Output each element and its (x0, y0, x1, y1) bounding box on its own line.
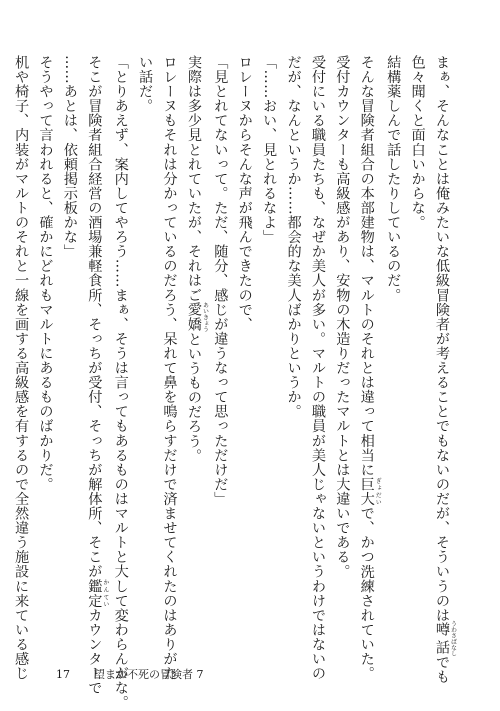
text-segment: そこが冒険者組合経営の酒場兼軽食所、そっちが受付、そっちが解体所、そこが (86, 55, 103, 579)
furigana-word (185, 302, 209, 333)
text-line: ……あとは、依頼掲示板かな」 (61, 55, 78, 259)
text-segment: というものだろう。 (185, 331, 202, 463)
furigana-word (434, 620, 457, 657)
ruby-base: 鑑定 (86, 578, 103, 608)
ruby-base: 愛嬌 (185, 302, 202, 333)
page-footer (56, 666, 204, 682)
text-segment: カウンターで (86, 607, 103, 696)
text-line: 結構薬しんで話したりしているのだ。 (385, 55, 402, 303)
text-line: そうやって言われると、確かにどれもマルトにあるものばかりだ。 (37, 55, 54, 492)
text-line: い話だ。 (137, 55, 154, 114)
ruby-reading: ぎょだい (374, 476, 382, 507)
ruby-reading: うわさばなし (449, 620, 457, 657)
text-segment: 実際は多少見とれていたが、それはご (185, 55, 202, 303)
text-line (182, 55, 208, 615)
text-line: だが、なんというか……都会的な美人ばかりというか。 (285, 55, 302, 419)
book-title: 望まぬ不死の冒険者 7 (94, 668, 204, 681)
ruby-reading: あいきょう (201, 302, 209, 333)
furigana-word (358, 476, 382, 507)
text-segment: でも (434, 655, 450, 685)
text-line: 受付カウンターも高級感があり、安物の木造りだったマルトとは大違いである。 (334, 55, 351, 579)
text-line: 「とりあえず、案内してやろう……まぁ、そうは言ってもあるものはマルトと大して変わらんがな。 (112, 55, 129, 710)
text-line: 「見とれてないって。ただ、随分、感じが違うなって思っただけだ」 (212, 55, 229, 507)
ruby-base: 噂話 (434, 620, 450, 657)
ruby-reading: かんてい (101, 578, 109, 608)
text-line: ロレーヌもそれは分かっているのだろう、呆れて鼻を鳴らすだけで済ませてくれたのはありがた (161, 55, 178, 681)
ruby-base: 巨大 (358, 476, 375, 507)
text-line: 受付にいる職員たちも、なぜか美人が多い。マルトの職員が美人じゃないというわけではないの (309, 55, 326, 681)
text-line: ロレーヌからそんな声が飛んできたので、 (236, 55, 253, 332)
text-segment: まぁ、そんなことは俺みたいな低級冒険者が考えることでもないのだが、そういうのは (434, 55, 450, 623)
page-number: 17 (56, 668, 70, 681)
furigana-word (86, 578, 109, 608)
text-line (354, 55, 382, 681)
text-line (430, 55, 457, 685)
text-line: 机や椅子、内装がマルトのそれと一線を画する高級感を有するので全然違う施設に来ている感じ (13, 55, 30, 681)
text-line: 色々聞くと面白いからな。 (409, 55, 426, 230)
text-line (82, 55, 109, 696)
text-line: 「……おい、見とれるなよ」 (261, 55, 278, 245)
text-segment: で、かつ洗練されていた。 (358, 506, 375, 681)
text-segment: そんな冒険者組合の本部建物は、マルトのそれとは違って相当に (358, 55, 375, 477)
